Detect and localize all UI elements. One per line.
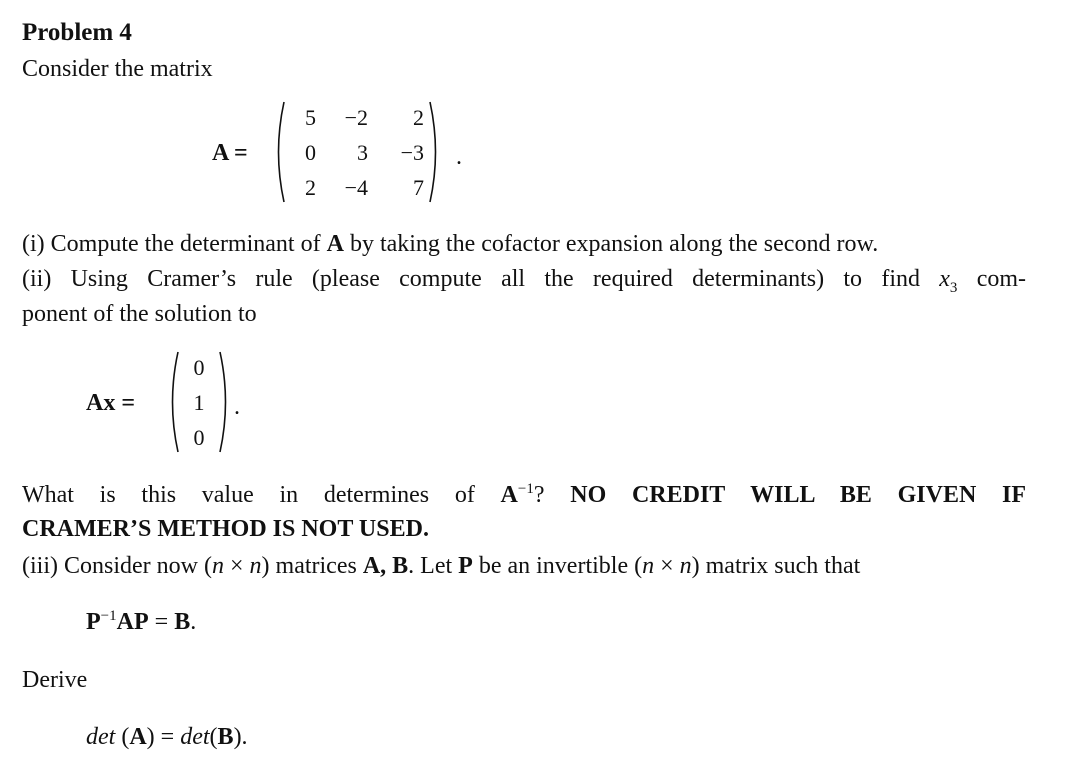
var-n: n <box>642 553 655 579</box>
derive-label: Derive <box>22 667 88 693</box>
question-inverse-sup: −1 <box>517 481 534 497</box>
similarity-equation <box>86 607 196 637</box>
matrix-a: A <box>129 724 147 750</box>
matrix-a-cell: 2 <box>413 105 424 130</box>
right-paren-icon <box>428 100 442 204</box>
part-iii-text-segment: . Let <box>408 553 459 579</box>
equals-sign: = <box>154 724 181 750</box>
warning-text-2: CRAMER’S METHOD IS NOT USED. <box>22 516 429 542</box>
matrix-a-cell: 2 <box>305 175 316 200</box>
vector-b <box>166 350 236 454</box>
question-matrix-symbol: A <box>500 482 518 508</box>
matrix-p: P <box>86 609 101 635</box>
matrix-a-period: . <box>456 144 462 170</box>
part-iii-text-segment: (iii) Consider now ( <box>22 553 212 579</box>
open-paren: ( <box>115 724 130 750</box>
matrix-a-cell: 0 <box>305 140 316 165</box>
vector-cell: 1 <box>193 390 205 415</box>
part-ii-line-1 <box>22 264 1026 294</box>
det-function: det <box>86 724 116 750</box>
vector-cell: 0 <box>193 425 205 450</box>
vector-cell: 0 <box>193 355 205 380</box>
part-ii-prefix: (ii) Using Cramer’s rule (please compute all the required determinants) to find <box>22 266 940 292</box>
matrix-p-symbol: P <box>458 553 473 579</box>
times-symbol: × <box>654 553 680 579</box>
part-i-text <box>22 229 878 259</box>
part-ii-line-2: ponent of the solution to <box>22 301 257 327</box>
part-ii-variable: x <box>939 266 950 292</box>
system-period: . <box>234 394 240 420</box>
times-symbol: × <box>223 553 250 579</box>
det-function: det <box>180 724 210 750</box>
part-i-matrix-symbol: A <box>326 231 344 257</box>
var-n: n <box>249 553 262 579</box>
left-paren-icon <box>166 350 180 454</box>
period: . <box>190 609 197 635</box>
close-paren: ) <box>146 724 155 750</box>
inverse-sup: −1 <box>100 608 117 624</box>
matrix-a <box>272 100 462 204</box>
part-i-prefix: (i) Compute the determinant of <box>22 231 327 257</box>
matrices-symbols: A, B <box>362 553 409 579</box>
part-ii-suffix: com- <box>957 266 1027 292</box>
matrix-a-cell: 7 <box>413 175 424 200</box>
var-n: n <box>679 553 692 579</box>
open-paren: ( <box>209 724 218 750</box>
warning-text-1: NO CREDIT WILL BE GIVEN IF <box>570 482 1026 508</box>
part-ii-subscript: 3 <box>949 279 958 296</box>
matrix-a-cell: −3 <box>400 140 424 165</box>
matrix-ap: AP <box>116 609 149 635</box>
part-iii-text <box>22 551 860 581</box>
part-iii-text-segment: ) matrices <box>261 553 363 579</box>
matrix-a-equation <box>212 138 248 168</box>
part-iii-text-segment: be an invertible ( <box>472 553 643 579</box>
matrix-a-label: A = <box>212 140 248 166</box>
question-prefix: What is this value in determines of <box>22 482 501 508</box>
question-mark: ? <box>533 482 571 508</box>
question-line-1 <box>22 480 1026 510</box>
system-label: Ax = <box>86 390 136 416</box>
matrix-a-cell: −2 <box>344 105 368 130</box>
equals-sign: = <box>148 609 175 635</box>
matrix-a-cell: −4 <box>344 175 368 200</box>
right-paren-icon <box>218 350 232 454</box>
matrix-b: B <box>217 724 234 750</box>
problem-title: Problem 4 <box>22 19 132 46</box>
matrix-a-cell: 5 <box>305 105 316 130</box>
var-n: n <box>211 553 224 579</box>
close-paren: ). <box>233 724 248 750</box>
part-i-suffix: by taking the cofactor expansion along the second row. <box>343 231 879 257</box>
left-paren-icon <box>272 100 286 204</box>
intro-text: Consider the matrix <box>22 56 213 82</box>
matrix-b: B <box>174 609 191 635</box>
determinant-equation <box>86 722 248 752</box>
matrix-a-cell: 3 <box>357 140 368 165</box>
part-iii-text-segment: ) matrix such that <box>691 553 861 579</box>
